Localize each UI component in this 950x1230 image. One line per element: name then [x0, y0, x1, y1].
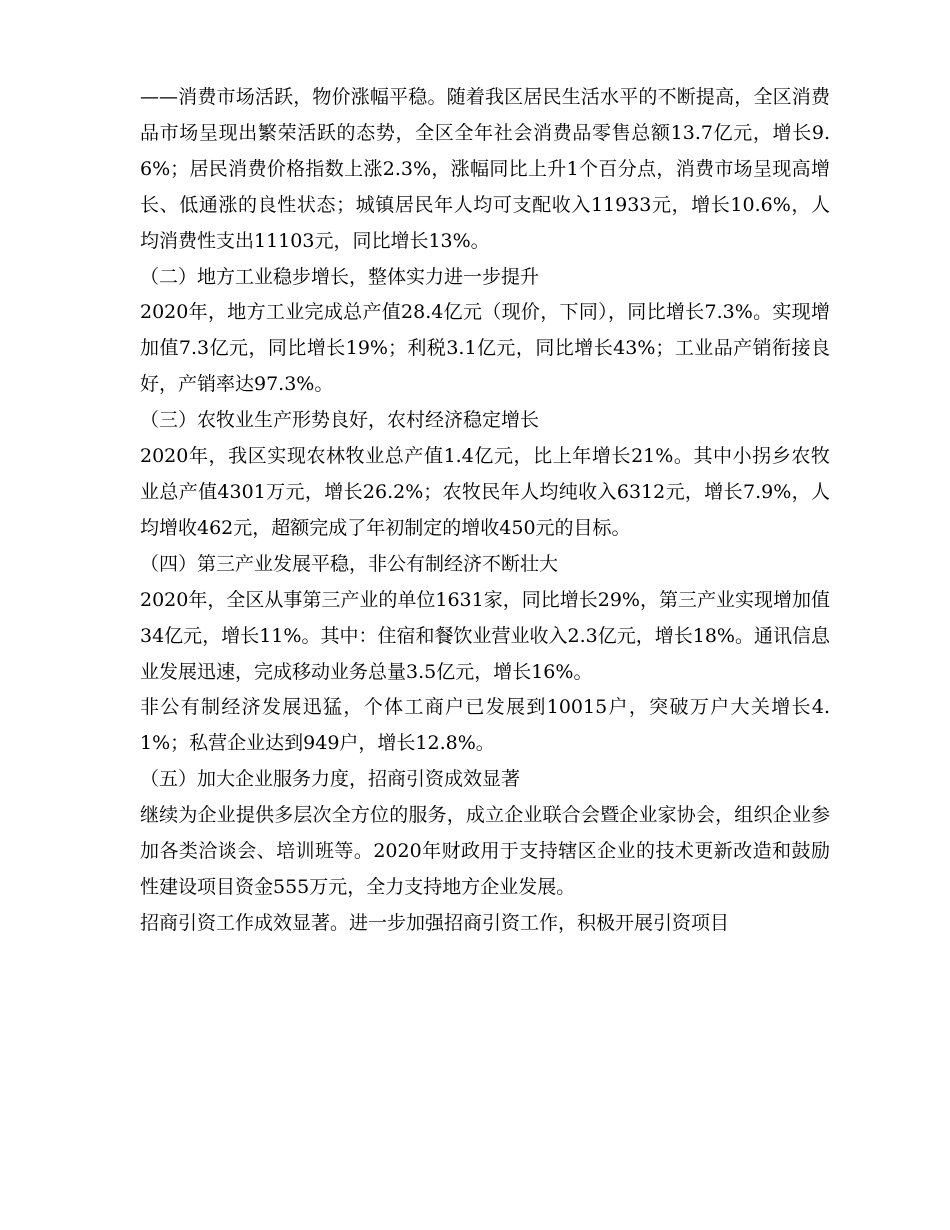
- paragraph-tertiary: 2020年，全区从事第三产业的单位1631家，同比增长29%，第三产业实现增加值34亿元，增长11%。其中：住宿和餐饮业营业收入2.3亿元，增长18%。通讯信息业发展迅速，完成移动业务总量3.5亿元，增长16%。: [140, 588, 830, 683]
- paragraph-consumer-market: ——消费市场活跃，物价涨幅平稳。随着我区居民生活水平的不断提高，全区消费品市场呈现出繁荣活跃的态势，全区全年社会消费品零售总额13.7亿元，增长9.6%；居民消费价格指数上涨2.3%，涨幅同比上升1个百分点，消费市场呈现高增长、低通涨的良性状态；城镇居民年人均可支配收入11933元，增长10.6%，人均消费性支出11103元，同比增长13%。: [140, 86, 830, 252]
- paragraph-investment: 招商引资工作成效显著。进一步加强招商引资工作，积极开展引资项目: [140, 911, 730, 934]
- section-heading-industry: （二）地方工业稳步增长，整体实力进一步提升: [140, 265, 540, 288]
- document-page: [140, 80, 830, 942]
- paragraph-enterprise-service: 继续为企业提供多层次全方位的服务，成立企业联合会暨企业家协会，组织企业参加各类洽谈会、培训班等。2020年财政用于支持辖区企业的技术更新改造和鼓励性建设项目资金555万元，全力支持地方企业发展。: [140, 804, 830, 898]
- paragraph-agriculture: 2020年，我区实现农林牧业总产值1.4亿元，比上年增长21%。其中小拐乡农牧业总产值4301万元，增长26.2%；农牧民年人均纯收入6312元，增长7.9%，人均增收462元，超额完成了年初制定的增收450元的目标。: [140, 445, 830, 539]
- section-heading-agriculture: （三）农牧业生产形势良好，农村经济稳定增长: [140, 409, 540, 432]
- section-heading-tertiary: （四）第三产业发展平稳，非公有制经济不断壮大: [140, 552, 559, 575]
- paragraph-industry: 2020年，地方工业完成总产值28.4亿元（现价，下同），同比增长7.3%。实现增加值7.3亿元，同比增长19%；利税3.1亿元，同比增长43%；工业品产销衔接良好，产销率达97.3%。: [140, 301, 830, 396]
- section-heading-enterprise-service: （五）加大企业服务力度，招商引资成效显著: [140, 768, 521, 791]
- paragraph-non-public-economy: 非公有制经济发展迅猛，个体工商户已发展到10015户，突破万户大关增长4.1%；私营企业达到949户，增长12.8%。: [140, 696, 830, 755]
